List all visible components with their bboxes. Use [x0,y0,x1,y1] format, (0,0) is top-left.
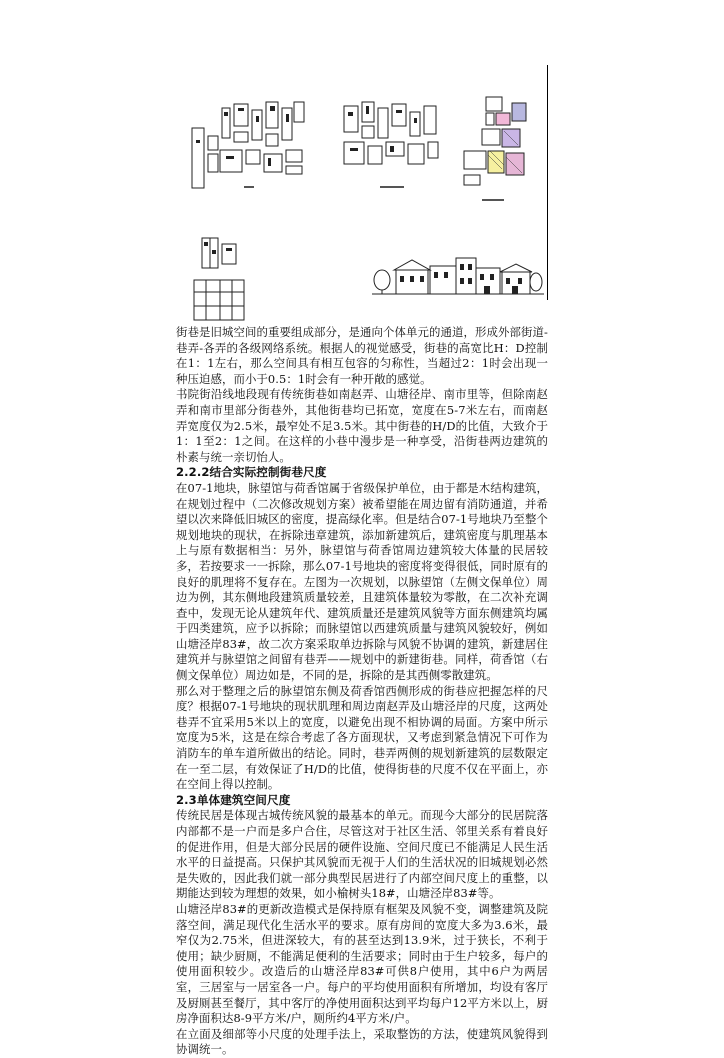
section-heading-2-3: 2.3单体建筑空间尺度 [176,792,291,807]
figure-floor-plan [192,236,248,326]
figure-colored-plan [460,95,528,207]
figure-divider-line [547,65,548,300]
figure-elevation [372,250,544,298]
intro-paragraph-1: 街巷是旧城空间的重要组成部分，是通向个体单元的通道，形成外部街道-巷弄-各弄的各级网络系统。根据人的视觉感受，街巷的高宽比H：D控制在1：1左右，那么空间具有相互包容的匀称性，当超过2：1时会出现一种压迫感，而小于0.5：1时会有一种开敞的感觉。 [176,325,548,386]
section-heading-2-2-2: 2.2.2结合实际控制街巷尺度 [176,465,327,480]
section-2-3-paragraph-1: 传统民居是体现古城传统风貌的最基本的单元。而现今大部分的民居院落内部都不是一户而是多户合住，尽管这对于社区生活、邻里关系有着良好的促进作用，但是大部分民居的硬件设施、空间尺度已不能满足人民生活水平的日益提高。只保护其风貌而无视于人们的生活状况的旧城规划必然是失败的，因此我们就一部分典型民居进行了内部空间尺度上的重整，以期能达到较为理想的效果，如小榆树头18#，山塘泾岸83#等。 [176,808,548,901]
figure-site-plan-b [340,98,458,196]
section-2-2-2-paragraph-2: 那么对于整理之后的脉望馆东侧及荷香馆西侧形成的街巷应把握怎样的尺度？根据07-1号地块的现状肌理和周边南赵弄及山塘泾岸的尺度，这两处巷弄不宜采用5米以上的宽度，以避免出现不相协调的局面。方案中所示宽度为5米，这是在综合考虑了各方面现状，又考虑到紧急情况下可作为消防车的单车道所做出的结论。同时，巷弄两侧的规划新建筑的层数限定在一至二层，有效保证了H/D的比值，使得街巷的尺度不仅在平面上，亦在空间上得以控制。 [176,683,548,792]
section-2-2-2-paragraph-1: 在07-1地块，脉望馆与荷香馆属于省级保护单位，由于都是木结构建筑，在规划过程中（二次修改规划方案）被希望能在周边留有消防通道，并希望以次来降低旧城区的密度，提高绿化率。但是结合07-1号地块乃至整个规划地块的现状，在拆除违章建筑，添加新建筑后，建筑密度与肌理基本上与原有数据相当：另外，脉望馆与荷香馆周边建筑较大体量的民居较多，若按要求一一拆除，那么07-1号地块的密度将变得很低，同时原有的良好的肌理将不复存在。左图为一次规划，以脉望馆（左侧文保单位）周边为例，其东侧地段建筑质量较差，且建筑体量较为零散，在二次补充调查中，发现无论从建筑年代、建筑质量还是建筑风貌等方面东侧建筑均属于四类建筑，应予以拆除；而脉望馆以西建筑质量与建筑风貌较好，例如山塘泾岸83#，故二次方案采取单边拆除与风貌不协调的建筑，新建居住建筑并与脉望馆之间留有巷弄——规划中的新建街巷。同样，荷香馆（右侧文保单位）周边如是，不同的是，拆除的是其西侧零散建筑。 [176,480,548,683]
document-body [176,325,548,1058]
figure-site-plan-a [190,98,308,196]
intro-paragraph-2: 书院街沿线地段现有传统街巷如南赵弄、山塘径岸、南市里等，但除南赵弄和南市里部分街巷外，其他街巷均已拓宽，宽度在5-7米左右，而南赵弄宽度仅为2.5米，最窄处不足3.5米。其中街巷的H/D的比值，大致介于1：1至2：1之间。在这样的小巷中漫步是一种享受，沿街巷两边建筑的朴素与统一亲切怡人。 [176,387,548,464]
section-2-3-paragraph-2: 山塘泾岸83#的更新改造模式是保持原有框架及风貌不变，调整建筑及院落空间，满足现代化生活水平的要求。原有房间的宽度大多为3.6米，最窄仅为2.75米，但进深较大，有的甚至达到13.9米，过于狭长，不利于使用；缺少厨厕，不能满足便利的生活要求；同时由于生户较多，每户的使用面积较少。改造后的山塘泾岸83#可供8户使用，其中6户为两居室，三居室与一居室各一户。每户的平均使用面积有所增加，均设有客厅及厨厕甚至餐厅，其中客厅的净使用面积达到平均每户12平方米以上，厨房净面积达8-9平方米/户，厕所约4平方米/户。 [176,901,548,1026]
section-2-3-paragraph-3: 在立面及细部等小尺度的处理手法上，采取整饬的方法，使建筑风貌得到协调统一。 [176,1026,548,1057]
